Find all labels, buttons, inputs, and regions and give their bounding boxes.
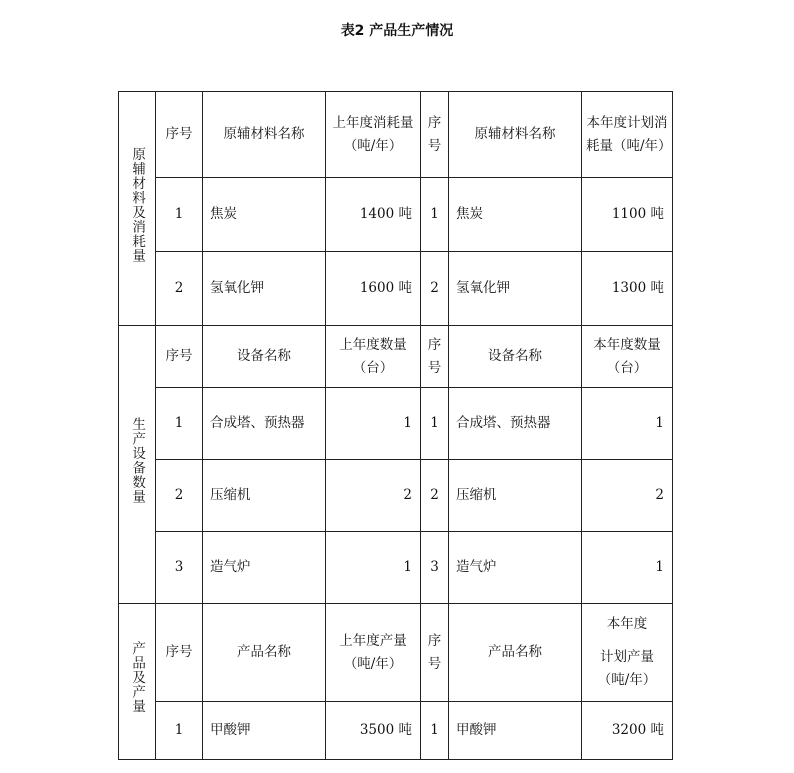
products-header-row (119, 604, 673, 702)
row-seq: 2 (156, 252, 203, 326)
row-seq: 3 (156, 532, 203, 604)
row-name: 合成塔、预热器 (449, 388, 582, 460)
header-seq: 序号 (421, 92, 449, 178)
row-seq: 2 (156, 460, 203, 532)
header-planned-output-line2: 计划产量（吨/年） (597, 649, 657, 688)
row-name: 合成塔、预热器 (203, 388, 326, 460)
equipment-header-row (119, 326, 673, 388)
row-quantity: 1600 吨 (326, 252, 421, 326)
row-quantity: 1300 吨 (582, 252, 673, 326)
table-row (119, 252, 673, 326)
row-name: 氢氧化钾 (203, 252, 326, 326)
row-seq: 2 (421, 252, 449, 326)
row-name: 造气炉 (449, 532, 582, 604)
header-material-name: 原辅材料名称 (203, 92, 326, 178)
row-name: 甲酸钾 (449, 702, 582, 760)
header-seq: 序号 (156, 92, 203, 178)
row-name: 氢氧化钾 (449, 252, 582, 326)
header-planned-output-line1: 本年度 (606, 616, 648, 633)
row-seq: 1 (421, 178, 449, 252)
header-last-year-output: 上年度产量（吨/年） (326, 604, 421, 702)
row-seq: 2 (421, 460, 449, 532)
row-seq: 1 (156, 388, 203, 460)
header-product-name: 产品名称 (449, 604, 582, 702)
row-name: 压缩机 (203, 460, 326, 532)
table-row (119, 702, 673, 760)
row-quantity: 2 (582, 460, 673, 532)
header-seq: 序号 (156, 326, 203, 388)
row-seq: 1 (421, 388, 449, 460)
table-title: 表2 产品生产情况 (340, 23, 454, 39)
row-quantity: 1 (326, 388, 421, 460)
materials-section-label: 原辅材料及消耗量 (119, 92, 156, 326)
row-name: 造气炉 (203, 532, 326, 604)
row-quantity: 1 (582, 532, 673, 604)
header-this-year-count: 本年度数量（台） (582, 326, 673, 388)
row-quantity: 1 (582, 388, 673, 460)
table-row (119, 178, 673, 252)
table-row (119, 388, 673, 460)
row-seq: 1 (421, 702, 449, 760)
header-planned-consumption: 本年度计划消耗量（吨/年） (582, 92, 673, 178)
row-seq: 1 (156, 178, 203, 252)
row-quantity: 1400 吨 (326, 178, 421, 252)
table-row (119, 532, 673, 604)
header-planned-output (582, 604, 673, 702)
header-equipment-name: 设备名称 (449, 326, 582, 388)
row-name: 焦炭 (203, 178, 326, 252)
header-seq: 序号 (156, 604, 203, 702)
row-quantity: 1 (326, 532, 421, 604)
row-name: 焦炭 (449, 178, 582, 252)
row-quantity: 1100 吨 (582, 178, 673, 252)
materials-header-row (119, 92, 673, 178)
table-row (119, 460, 673, 532)
row-name: 甲酸钾 (203, 702, 326, 760)
row-seq: 3 (421, 532, 449, 604)
header-last-year-count: 上年度数量（台） (326, 326, 421, 388)
header-last-year-consumption: 上年度消耗量（吨/年） (326, 92, 421, 178)
row-name: 压缩机 (449, 460, 582, 532)
header-product-name: 产品名称 (203, 604, 326, 702)
equipment-section-label: 生产设备数量 (119, 326, 156, 604)
row-quantity: 3200 吨 (582, 702, 673, 760)
header-seq: 序号 (421, 604, 449, 702)
products-section-label: 产品及产量 (119, 604, 156, 760)
header-seq: 序号 (421, 326, 449, 388)
production-table (118, 91, 673, 760)
header-equipment-name: 设备名称 (203, 326, 326, 388)
row-seq: 1 (156, 702, 203, 760)
header-material-name: 原辅材料名称 (449, 92, 582, 178)
row-quantity: 2 (326, 460, 421, 532)
row-quantity: 3500 吨 (326, 702, 421, 760)
